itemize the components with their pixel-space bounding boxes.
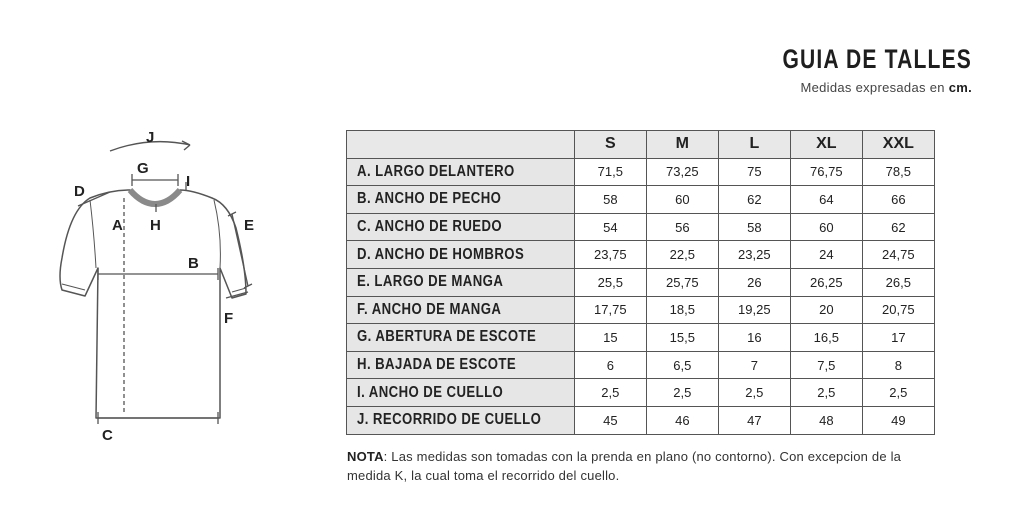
size-header: XXL — [862, 131, 934, 159]
measure-value: 23,75 — [574, 241, 646, 269]
measure-value: 16 — [718, 324, 790, 352]
measure-value: 66 — [862, 186, 934, 214]
header-corner — [347, 131, 575, 159]
measure-value: 2,5 — [574, 379, 646, 407]
measure-label-text: G. ABERTURA DE ESCOTE — [357, 328, 537, 346]
measure-value: 22,5 — [646, 241, 718, 269]
measure-value: 2,5 — [718, 379, 790, 407]
measure-label — [347, 351, 575, 379]
measure-label-text: I. ANCHO DE CUELLO — [357, 383, 504, 401]
measure-value: 2,5 — [646, 379, 718, 407]
size-header: M — [646, 131, 718, 159]
table-row — [347, 186, 935, 214]
measure-value: 17,75 — [574, 296, 646, 324]
label-f: F — [224, 310, 234, 327]
label-e: E — [244, 217, 255, 234]
measure-value: 58 — [574, 186, 646, 214]
subtitle-unit: cm. — [948, 80, 972, 95]
label-d: D — [74, 183, 85, 200]
measure-value: 18,5 — [646, 296, 718, 324]
size-header: XL — [790, 131, 862, 159]
measure-label-text: B. ANCHO DE PECHO — [357, 190, 502, 208]
measure-label-text: F. ANCHO DE MANGA — [357, 300, 502, 318]
note-body: : Las medidas son tomadas con la prenda en plano (no contorno). Con excepcion de la medida K, la cual toma el recorrido del cuello. — [347, 449, 902, 483]
size-header-row — [347, 131, 935, 159]
measure-value: 64 — [790, 186, 862, 214]
size-chart-table — [346, 130, 935, 435]
measure-label — [347, 406, 575, 434]
measure-value: 20,75 — [862, 296, 934, 324]
measure-value: 46 — [646, 406, 718, 434]
measure-value: 76,75 — [790, 158, 862, 186]
measure-value: 24 — [790, 241, 862, 269]
measure-value: 6 — [574, 351, 646, 379]
measure-value: 75 — [718, 158, 790, 186]
measure-value: 60 — [646, 186, 718, 214]
measure-value: 45 — [574, 406, 646, 434]
measure-value: 60 — [790, 213, 862, 241]
table-row — [347, 213, 935, 241]
measure-label-text: C. ANCHO DE RUEDO — [357, 218, 503, 236]
measure-value: 8 — [862, 351, 934, 379]
size-header: S — [574, 131, 646, 159]
measure-value: 26 — [718, 268, 790, 296]
measure-value: 54 — [574, 213, 646, 241]
measure-value: 56 — [646, 213, 718, 241]
table-row — [347, 379, 935, 407]
label-c: C — [102, 427, 113, 444]
measure-value: 25,75 — [646, 268, 718, 296]
measure-value: 7,5 — [790, 351, 862, 379]
note-text — [347, 447, 907, 485]
measure-label — [347, 379, 575, 407]
measure-value: 17 — [862, 324, 934, 352]
label-i: I — [186, 173, 191, 190]
measure-value: 15 — [574, 324, 646, 352]
measure-value: 7 — [718, 351, 790, 379]
table-row — [347, 268, 935, 296]
measure-value: 48 — [790, 406, 862, 434]
measure-label — [347, 186, 575, 214]
units-subtitle — [800, 80, 972, 95]
table-row — [347, 351, 935, 379]
label-j: J — [146, 129, 155, 146]
measure-label-text: H. BAJADA DE ESCOTE — [357, 356, 517, 374]
measure-value: 58 — [718, 213, 790, 241]
measure-label — [347, 324, 575, 352]
measure-label-text: A. LARGO DELANTERO — [357, 162, 515, 180]
page-title: GUIA DE TALLES — [782, 44, 972, 74]
label-g: G — [137, 160, 149, 177]
measure-value: 73,25 — [646, 158, 718, 186]
label-h: H — [150, 217, 161, 234]
measure-value: 20 — [790, 296, 862, 324]
measure-value: 26,25 — [790, 268, 862, 296]
measure-value: 47 — [718, 406, 790, 434]
measure-value: 16,5 — [790, 324, 862, 352]
measure-value: 26,5 — [862, 268, 934, 296]
table-row — [347, 158, 935, 186]
label-a: A — [112, 217, 123, 234]
tshirt-measure-diagram — [50, 118, 290, 458]
measure-value: 62 — [862, 213, 934, 241]
measure-value: 2,5 — [862, 379, 934, 407]
measure-label-text: E. LARGO DE MANGA — [357, 273, 504, 291]
measure-value: 15,5 — [646, 324, 718, 352]
subtitle-prefix: Medidas expresadas en — [800, 80, 949, 95]
measure-value: 62 — [718, 186, 790, 214]
measure-value: 71,5 — [574, 158, 646, 186]
size-header: L — [718, 131, 790, 159]
measure-value: 49 — [862, 406, 934, 434]
table-row — [347, 296, 935, 324]
measure-label — [347, 158, 575, 186]
measure-label — [347, 213, 575, 241]
table-row — [347, 324, 935, 352]
note-lead: NOTA — [347, 449, 384, 464]
measure-value: 23,25 — [718, 241, 790, 269]
measure-label-text: D. ANCHO DE HOMBROS — [357, 245, 525, 263]
tshirt-svg — [50, 118, 290, 458]
measure-label — [347, 241, 575, 269]
measure-label — [347, 296, 575, 324]
label-b: B — [188, 255, 199, 272]
measure-value: 78,5 — [862, 158, 934, 186]
measure-label — [347, 268, 575, 296]
table-row — [347, 406, 935, 434]
measure-value: 25,5 — [574, 268, 646, 296]
measure-label-text: J. RECORRIDO DE CUELLO — [357, 411, 542, 429]
measure-value: 2,5 — [790, 379, 862, 407]
measure-value: 19,25 — [718, 296, 790, 324]
measure-value: 24,75 — [862, 241, 934, 269]
table-row — [347, 241, 935, 269]
measure-value: 6,5 — [646, 351, 718, 379]
